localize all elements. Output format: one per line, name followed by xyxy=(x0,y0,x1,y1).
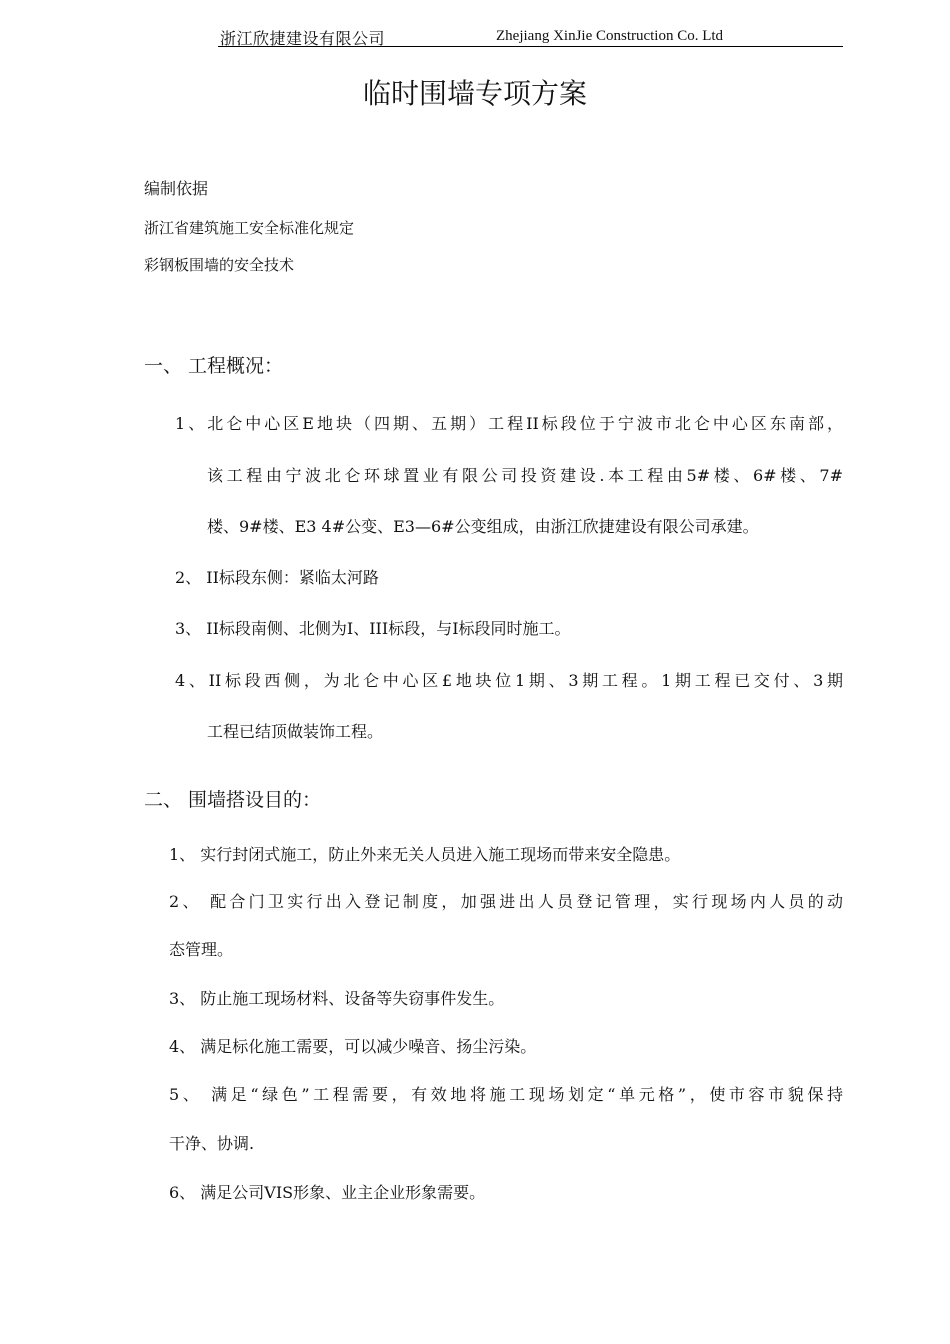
basis-item: 彩钢板围墙的安全技术 xyxy=(144,256,295,274)
section2-line: 干净、协调. xyxy=(169,1134,255,1153)
section2-line: 2、 配合门卫实行出入登记制度，加强进出人员登记管理，实行现场内人员的动 xyxy=(169,892,843,911)
section1-line: 工程已结顶做装饰工程。 xyxy=(207,722,384,741)
basis-item: 浙江省建筑施工安全标准化规定 xyxy=(144,219,355,237)
section1-heading: 一、 工程概况： xyxy=(144,355,284,377)
section2-line: 5、 满足“绿色”工程需要，有效地将施工现场划定“单元格”，使市容市貌保持 xyxy=(169,1085,843,1104)
section1-line: 1、北仑中心区E地块（四期、五期）工程II标段位于宁波市北仑中心区东南部， xyxy=(175,414,843,433)
section2-line: 1、 实行封闭式施工，防止外来无关人员进入施工现场而带来安全隐患。 xyxy=(169,845,681,864)
section2-heading: 二、 围墙搭设目的： xyxy=(144,789,322,811)
document-title: 临时围墙专项方案 xyxy=(362,77,587,110)
header-company-en: Zhejiang XinJie Construction Co. Ltd xyxy=(496,28,724,44)
section1-line: 3、 II标段南侧、北侧为I、III标段，与I标段同时施工。 xyxy=(175,619,571,638)
section1-line: 2、 II标段东侧：紧临太河路 xyxy=(175,568,379,587)
section2-line: 4、 满足标化施工需要，可以减少噪音、扬尘污染。 xyxy=(169,1037,537,1056)
basis-heading: 编制依据 xyxy=(144,179,209,198)
section2-line: 6、 满足公司VIS形象、业主企业形象需要。 xyxy=(169,1183,486,1202)
page-header xyxy=(218,26,843,47)
section2-line: 态管理。 xyxy=(169,940,234,959)
section1-line: 4、II标段西侧，为北仑中心区£地块位1期、3期工程。1期工程已交付、3期 xyxy=(175,671,843,690)
section1-line: 该工程由宁波北仑环球置业有限公司投资建设.本工程由5#楼、6#楼、7# xyxy=(207,466,843,485)
section2-line: 3、 防止施工现场材料、设备等失窃事件发生。 xyxy=(169,989,505,1008)
header-company-cn: 浙江欣捷建设有限公司 xyxy=(220,29,386,48)
section1-line: 楼、9#楼、E3 4#公变、E3—6#公变组成，由浙江欣捷建设有限公司承建。 xyxy=(207,517,759,536)
